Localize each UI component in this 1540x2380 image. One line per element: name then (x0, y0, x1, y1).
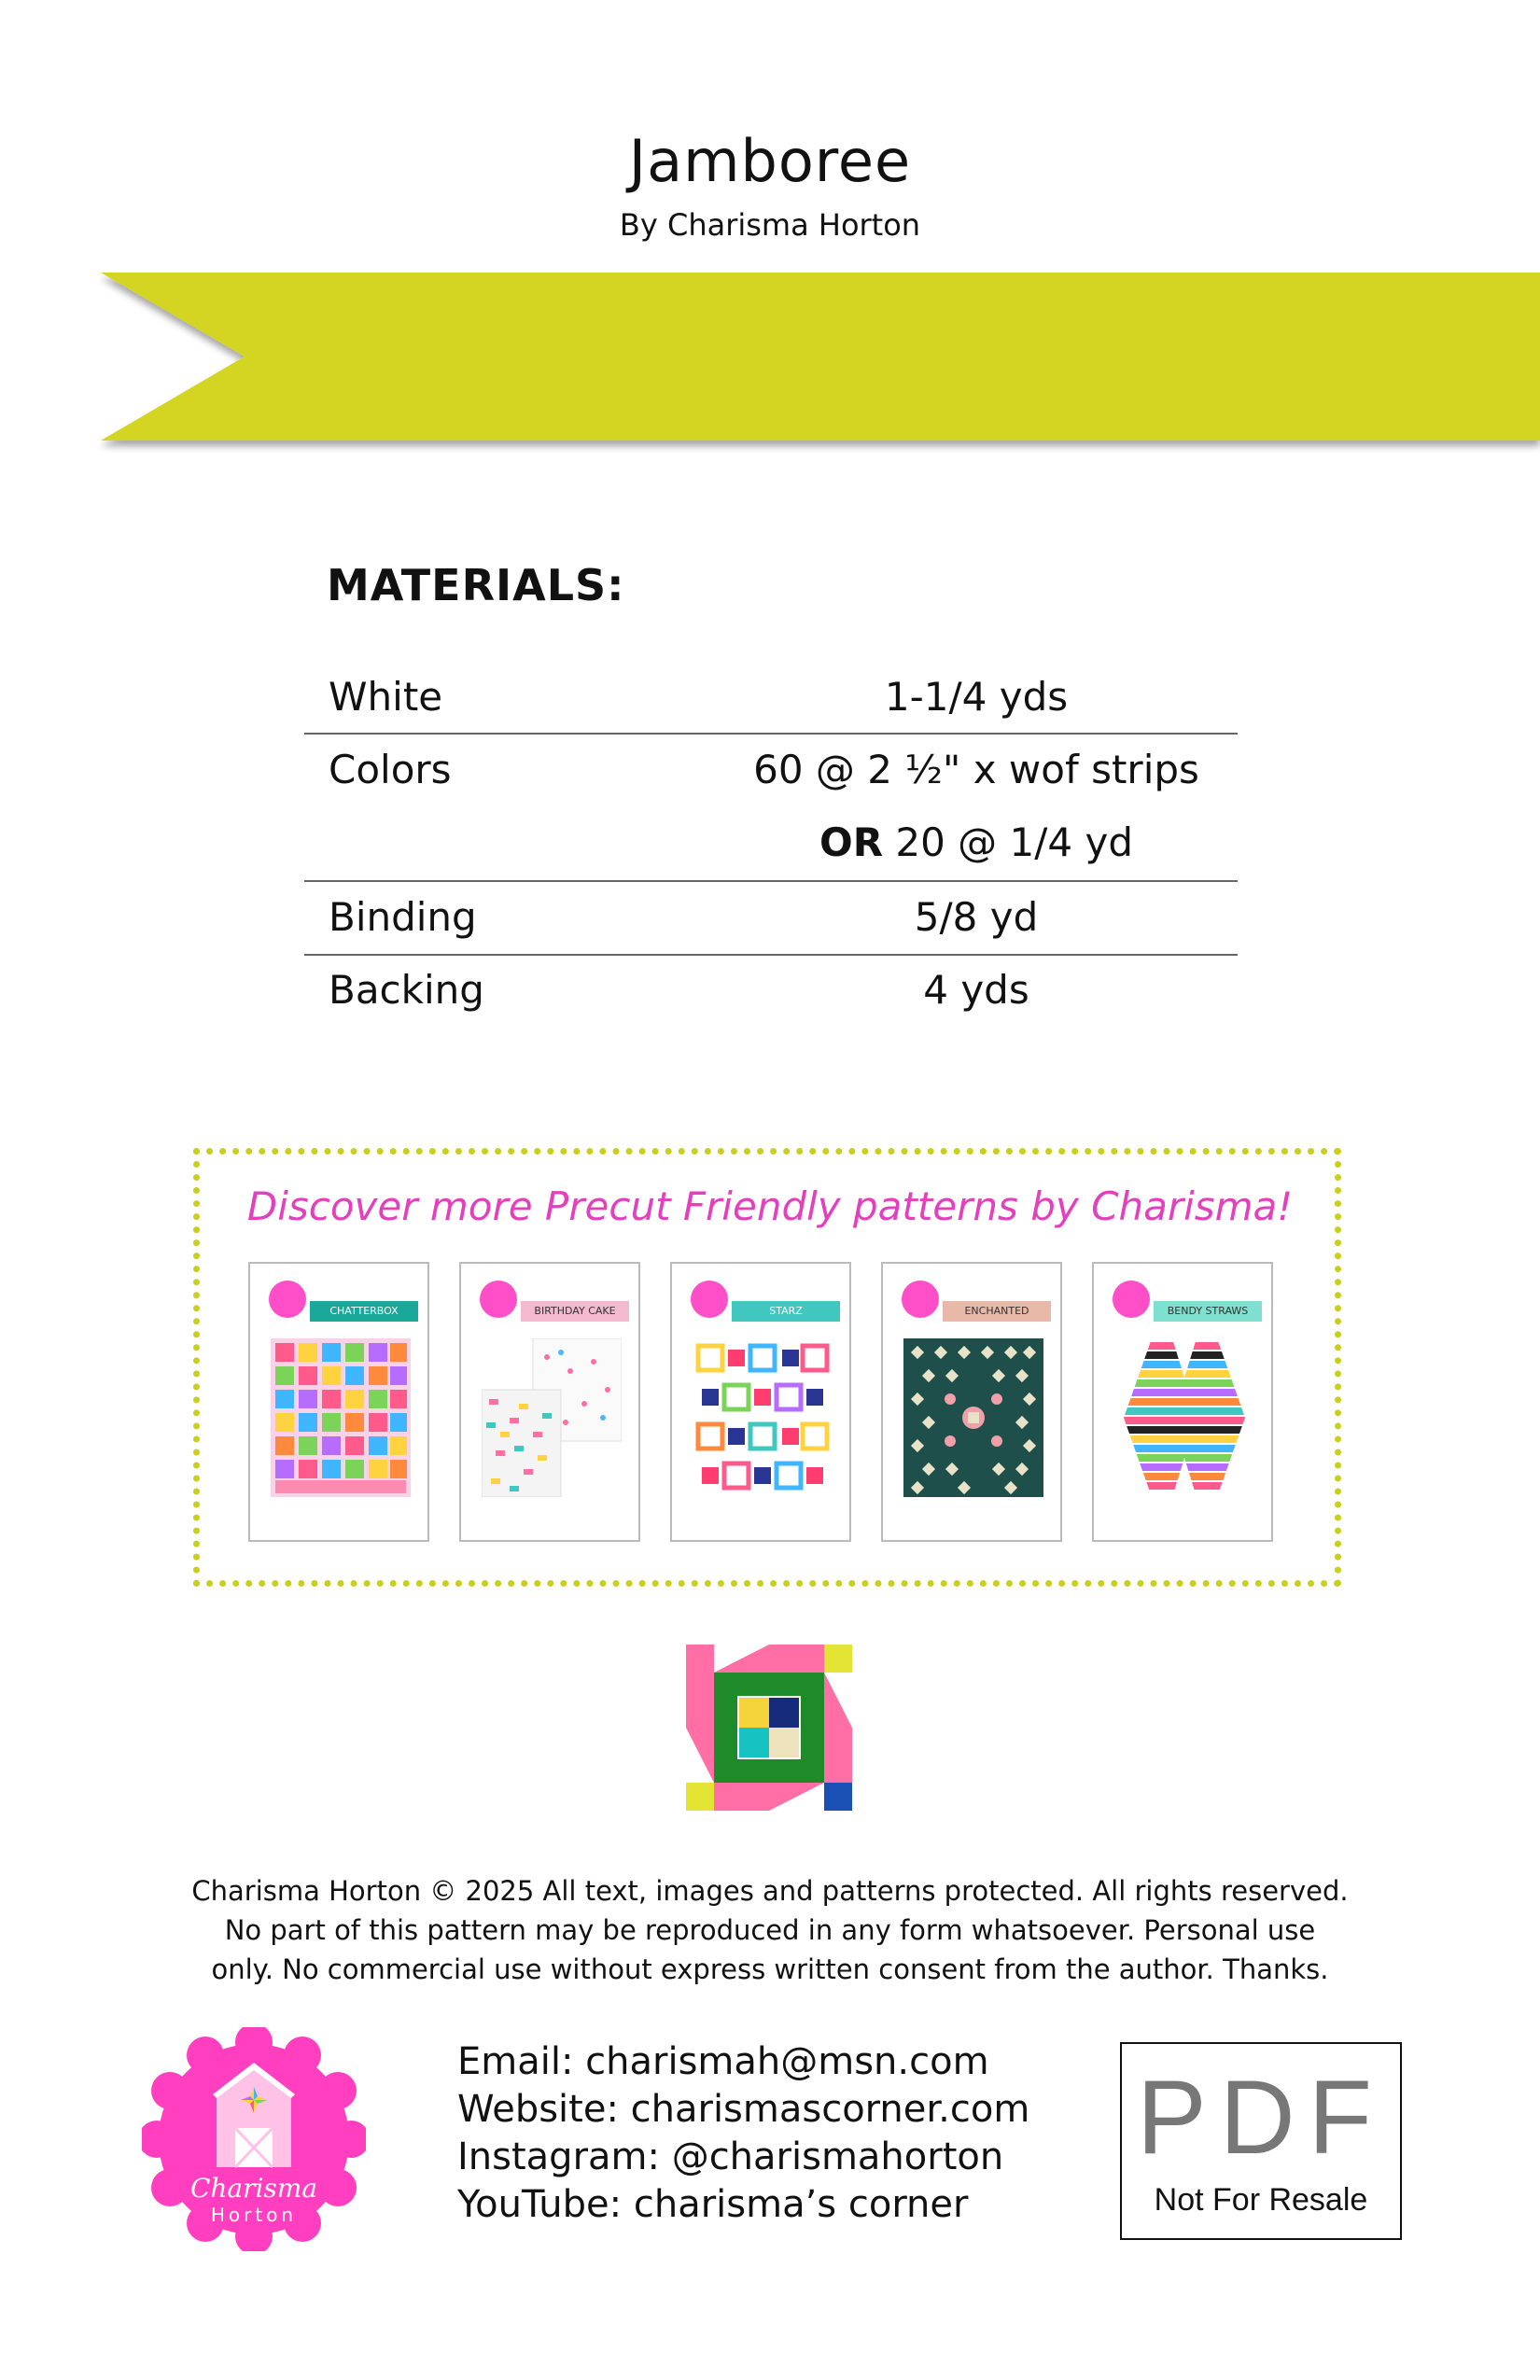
material-value (612, 819, 1340, 865)
chatterbox-quilt-image (271, 1338, 411, 1497)
enchanted-quilt-image (903, 1338, 1043, 1497)
bendy-straws-quilt-image (1114, 1338, 1254, 1497)
contact-youtube[interactable]: YouTube: charisma’s corner (457, 2183, 969, 2226)
contact-website[interactable]: Website: charismascorner.com (457, 2088, 1030, 2131)
table-divider (304, 954, 1238, 956)
pattern-card-starz[interactable] (670, 1262, 851, 1542)
material-label: White (329, 674, 443, 720)
material-value: 1-1/4 yds (884, 674, 1069, 720)
promo-title: Discover more Precut Friendly patterns by Charisma! (246, 1183, 1294, 1229)
material-value: 60 @ 2 ½" x wof strips (753, 747, 1199, 792)
birthday-cake-quilt-image (482, 1338, 622, 1497)
card-logo-icon (691, 1281, 728, 1318)
material-label: Binding (329, 894, 477, 940)
copyright-notice (0, 1871, 1540, 1989)
quilt-block-icon (686, 1645, 852, 1811)
material-label: Colors (329, 747, 452, 792)
card-logo-icon (480, 1281, 517, 1318)
card-tag: ENCHANTED (943, 1301, 1051, 1322)
table-divider (304, 880, 1238, 882)
material-value: 4 yds (923, 967, 1029, 1013)
card-tag: BIRTHDAY CAKE (521, 1301, 629, 1322)
copyright-line: only. No commercial use without express written consent from the author. Thanks. (211, 1953, 1329, 1985)
contact-instagram[interactable]: Instagram: @charismahorton (457, 2135, 1004, 2178)
card-logo-icon (902, 1281, 939, 1318)
copyright-line: Charisma Horton © 2025 All text, images and patterns protected. All rights reserved. (191, 1875, 1349, 1907)
pattern-card-chatterbox[interactable] (248, 1262, 429, 1542)
contact-email[interactable]: Email: charismah@msn.com (457, 2040, 989, 2083)
pattern-card-enchanted[interactable] (881, 1262, 1062, 1542)
pdf-label: PDF (1137, 2059, 1385, 2176)
material-value-text: 20 @ 1/4 yd (883, 819, 1133, 865)
materials-heading: MATERIALS: (327, 560, 625, 610)
card-tag: BENDY STRAWS (1154, 1301, 1262, 1322)
card-tag: CHATTERBOX (310, 1301, 418, 1322)
charisma-horton-logo (142, 2027, 366, 2251)
material-label: Backing (329, 967, 484, 1013)
not-for-resale-label: Not For Resale (1154, 2182, 1368, 2218)
card-logo-icon (269, 1281, 306, 1318)
starz-quilt-image (693, 1338, 833, 1497)
contact-info (457, 2038, 1029, 2229)
copyright-line: No part of this pattern may be reproduced in any form whatsoever. Personal use (224, 1914, 1316, 1946)
pattern-title: Jamboree (628, 127, 912, 195)
material-value: 5/8 yd (914, 894, 1039, 940)
card-logo-icon (1113, 1281, 1150, 1318)
pattern-byline: By Charisma Horton (619, 207, 921, 243)
card-tag: STARZ (732, 1301, 840, 1322)
logo-sub-text: Horton (210, 2204, 298, 2226)
title-banner (93, 271, 1540, 453)
logo-script-text: Charisma (189, 2173, 318, 2204)
or-emphasis: OR (819, 819, 884, 865)
pattern-card-birthday-cake[interactable] (459, 1262, 640, 1542)
table-divider (304, 733, 1238, 735)
pdf-not-for-resale-stamp (1120, 2042, 1402, 2240)
pattern-card-bendy-straws[interactable] (1092, 1262, 1273, 1542)
